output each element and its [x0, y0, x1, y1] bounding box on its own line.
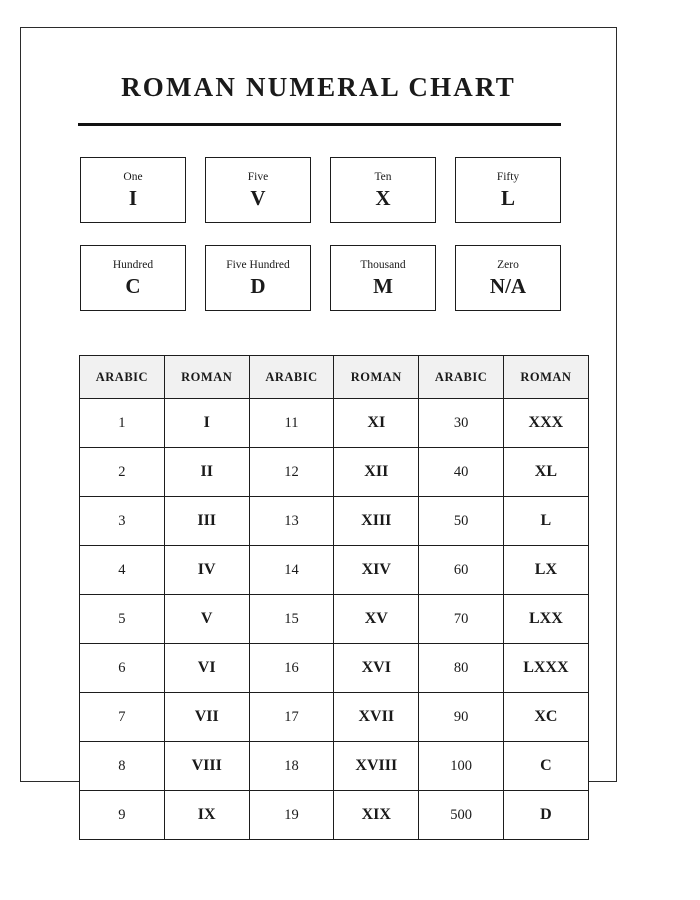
roman-value-cell: LXXX — [503, 644, 588, 693]
page-title: ROMAN NUMERAL CHART — [121, 72, 516, 102]
arabic-value-cell: 9 — [80, 791, 165, 840]
roman-value-cell: I — [164, 399, 249, 448]
roman-value-cell: XI — [334, 399, 419, 448]
roman-value-cell: IX — [164, 791, 249, 840]
key-box-five-hundred — [205, 245, 311, 311]
arabic-value-cell: 7 — [80, 693, 165, 742]
key-box-row-top — [80, 157, 561, 223]
column-header-roman-1: ROMAN — [164, 356, 249, 399]
roman-value-cell: VI — [164, 644, 249, 693]
roman-value-cell: XIII — [334, 497, 419, 546]
column-header-arabic-3: ARABIC — [419, 356, 504, 399]
arabic-value-cell: 13 — [249, 497, 334, 546]
key-box-word: Hundred — [112, 258, 154, 271]
arabic-value-cell: 500 — [419, 791, 504, 840]
title-underline-rule — [78, 123, 561, 126]
roman-value-cell: C — [503, 742, 588, 791]
arabic-value-cell: 11 — [249, 399, 334, 448]
arabic-value-cell: 19 — [249, 791, 334, 840]
roman-value-cell: XXX — [503, 399, 588, 448]
key-box-zero — [455, 245, 561, 311]
roman-value-cell: XC — [503, 693, 588, 742]
key-box-symbol: M — [373, 274, 393, 299]
table-row — [80, 693, 589, 742]
key-box-symbol: N/A — [489, 274, 527, 299]
arabic-value-cell: 40 — [419, 448, 504, 497]
column-header-roman-2: ROMAN — [334, 356, 419, 399]
roman-value-cell: LX — [503, 546, 588, 595]
key-box-word: Fifty — [496, 170, 520, 183]
arabic-value-cell: 6 — [80, 644, 165, 693]
table-row — [80, 644, 589, 693]
arabic-value-cell: 16 — [249, 644, 334, 693]
arabic-value-cell: 14 — [249, 546, 334, 595]
arabic-value-cell: 90 — [419, 693, 504, 742]
arabic-value-cell: 5 — [80, 595, 165, 644]
arabic-value-cell: 8 — [80, 742, 165, 791]
key-box-symbol: V — [250, 186, 266, 211]
roman-value-cell: L — [503, 497, 588, 546]
roman-value-cell: XV — [334, 595, 419, 644]
table-header-row — [80, 356, 589, 399]
table-row — [80, 448, 589, 497]
key-box-word: Zero — [497, 258, 519, 271]
arabic-value-cell: 12 — [249, 448, 334, 497]
table-row — [80, 399, 589, 448]
arabic-value-cell: 100 — [419, 742, 504, 791]
numeral-table-container — [79, 355, 570, 840]
roman-value-cell: VII — [164, 693, 249, 742]
arabic-value-cell: 80 — [419, 644, 504, 693]
column-header-roman-3: ROMAN — [503, 356, 588, 399]
roman-value-cell: III — [164, 497, 249, 546]
arabic-value-cell: 70 — [419, 595, 504, 644]
roman-value-cell: V — [164, 595, 249, 644]
column-header-arabic-1: ARABIC — [80, 356, 165, 399]
key-box-row-bottom — [80, 245, 561, 311]
key-box-word: Five — [247, 170, 269, 183]
numeral-table — [79, 355, 589, 840]
table-row — [80, 595, 589, 644]
key-box-symbol: X — [375, 186, 391, 211]
roman-value-cell: XVII — [334, 693, 419, 742]
arabic-value-cell: 60 — [419, 546, 504, 595]
key-box-symbol: D — [250, 274, 266, 299]
roman-value-cell: XII — [334, 448, 419, 497]
roman-value-cell: LXX — [503, 595, 588, 644]
key-box-symbol: L — [500, 186, 515, 211]
column-header-arabic-2: ARABIC — [249, 356, 334, 399]
key-box-word: Five Hundred — [226, 258, 290, 271]
roman-value-cell: XL — [503, 448, 588, 497]
table-row — [80, 497, 589, 546]
arabic-value-cell: 50 — [419, 497, 504, 546]
key-box-symbol: I — [128, 186, 138, 211]
arabic-value-cell: 15 — [249, 595, 334, 644]
roman-value-cell: II — [164, 448, 249, 497]
key-box-fifty — [455, 157, 561, 223]
key-box-one — [80, 157, 186, 223]
roman-value-cell: XIX — [334, 791, 419, 840]
arabic-value-cell: 17 — [249, 693, 334, 742]
key-box-word: Ten — [374, 170, 392, 183]
key-box-word: Thousand — [360, 258, 406, 271]
table-row — [80, 791, 589, 840]
numeral-table-head — [80, 356, 589, 399]
roman-value-cell: XVI — [334, 644, 419, 693]
arabic-value-cell: 30 — [419, 399, 504, 448]
key-box-word: One — [123, 170, 143, 183]
key-box-ten — [330, 157, 436, 223]
key-box-symbol: C — [125, 274, 141, 299]
arabic-value-cell: 2 — [80, 448, 165, 497]
roman-value-cell: XIV — [334, 546, 419, 595]
arabic-value-cell: 18 — [249, 742, 334, 791]
arabic-value-cell: 1 — [80, 399, 165, 448]
key-box-thousand — [330, 245, 436, 311]
key-box-hundred — [80, 245, 186, 311]
key-box-five — [205, 157, 311, 223]
roman-value-cell: IV — [164, 546, 249, 595]
arabic-value-cell: 3 — [80, 497, 165, 546]
roman-value-cell: D — [503, 791, 588, 840]
table-row — [80, 742, 589, 791]
arabic-value-cell: 4 — [80, 546, 165, 595]
numeral-table-body — [80, 399, 589, 840]
roman-value-cell: XVIII — [334, 742, 419, 791]
roman-value-cell: VIII — [164, 742, 249, 791]
table-row — [80, 546, 589, 595]
